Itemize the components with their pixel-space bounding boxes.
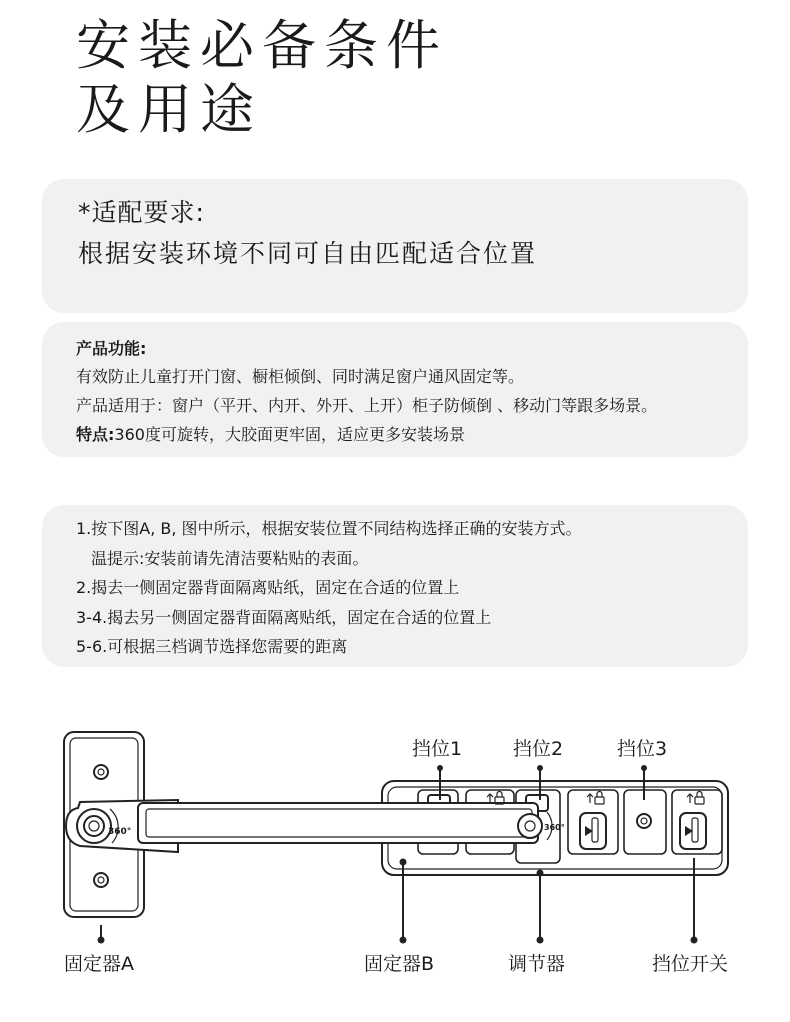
instruction-step-5-6: 5-6.可根据三档调节选择您需要的距离 [76,637,348,656]
label-adjuster: 调节器 [508,953,566,975]
instructions-card [42,505,748,667]
gear-3-hole [637,814,651,828]
up-arrow-icon [687,794,693,803]
features-line-2: 产品适用于：窗户（平开、内开、外开、上开）柜子防倾倒 、移动门等跟多场景。 [76,396,658,415]
rotate-label-a: 360° [108,827,132,837]
highlight-text: 360度可旋转，大胶面更牢固，适应更多安装场景 [114,425,465,444]
instruction-step-2: 2.揭去一侧固定器背面隔离贴纸，固定在合适的位置上 [76,578,460,597]
fixer-a-screw-bottom [94,873,108,887]
label-fixer-a: 固定器A [64,953,134,975]
label-gear-2: 挡位2 [513,738,564,760]
requirement-text: 根据安装环境不同可自由匹配适合位置 [78,239,538,268]
product-diagram [0,700,790,1022]
rotation-pivot-a [77,809,111,843]
highlight-label: 特点: [76,425,115,444]
requirement-card [42,179,748,313]
fixer-a-screw-top [94,765,108,779]
features-card [42,322,748,457]
rotate-label-b: 360° [544,823,565,832]
label-gear-1: 挡位1 [412,738,463,760]
features-highlight [76,420,748,449]
rotation-pivot-b [518,814,542,838]
title-line-2: 及用途 [76,78,262,141]
requirement-label: *适配要求: [78,198,205,227]
label-gear-switch: 挡位开关 [652,953,729,975]
lock-icon [595,797,604,804]
title-line-1: 安装必备条件 [76,14,448,77]
label-gear-3: 挡位3 [617,738,668,760]
features-line-1: 有效防止儿童打开门窗、橱柜倾倒、同时满足窗户通风固定等。 [76,367,525,386]
page-title [76,14,448,142]
label-fixer-b: 固定器B [364,953,435,975]
instruction-step-1: 1.按下图A, B, 图中所示，根据安装位置不同结构选择正确的安装方式。 [76,519,582,538]
up-arrow-icon [487,794,493,803]
slot-lock-2 [568,790,618,854]
instruction-tip: 温提示:安装前请先清洁要粘贴的表面。 [91,548,369,568]
features-heading: 产品功能: [76,339,147,358]
lock-icon [695,797,704,804]
up-arrow-icon [587,794,593,803]
instruction-step-3-4: 3-4.揭去另一侧固定器背面隔离贴纸，固定在合适的位置上 [76,607,492,627]
